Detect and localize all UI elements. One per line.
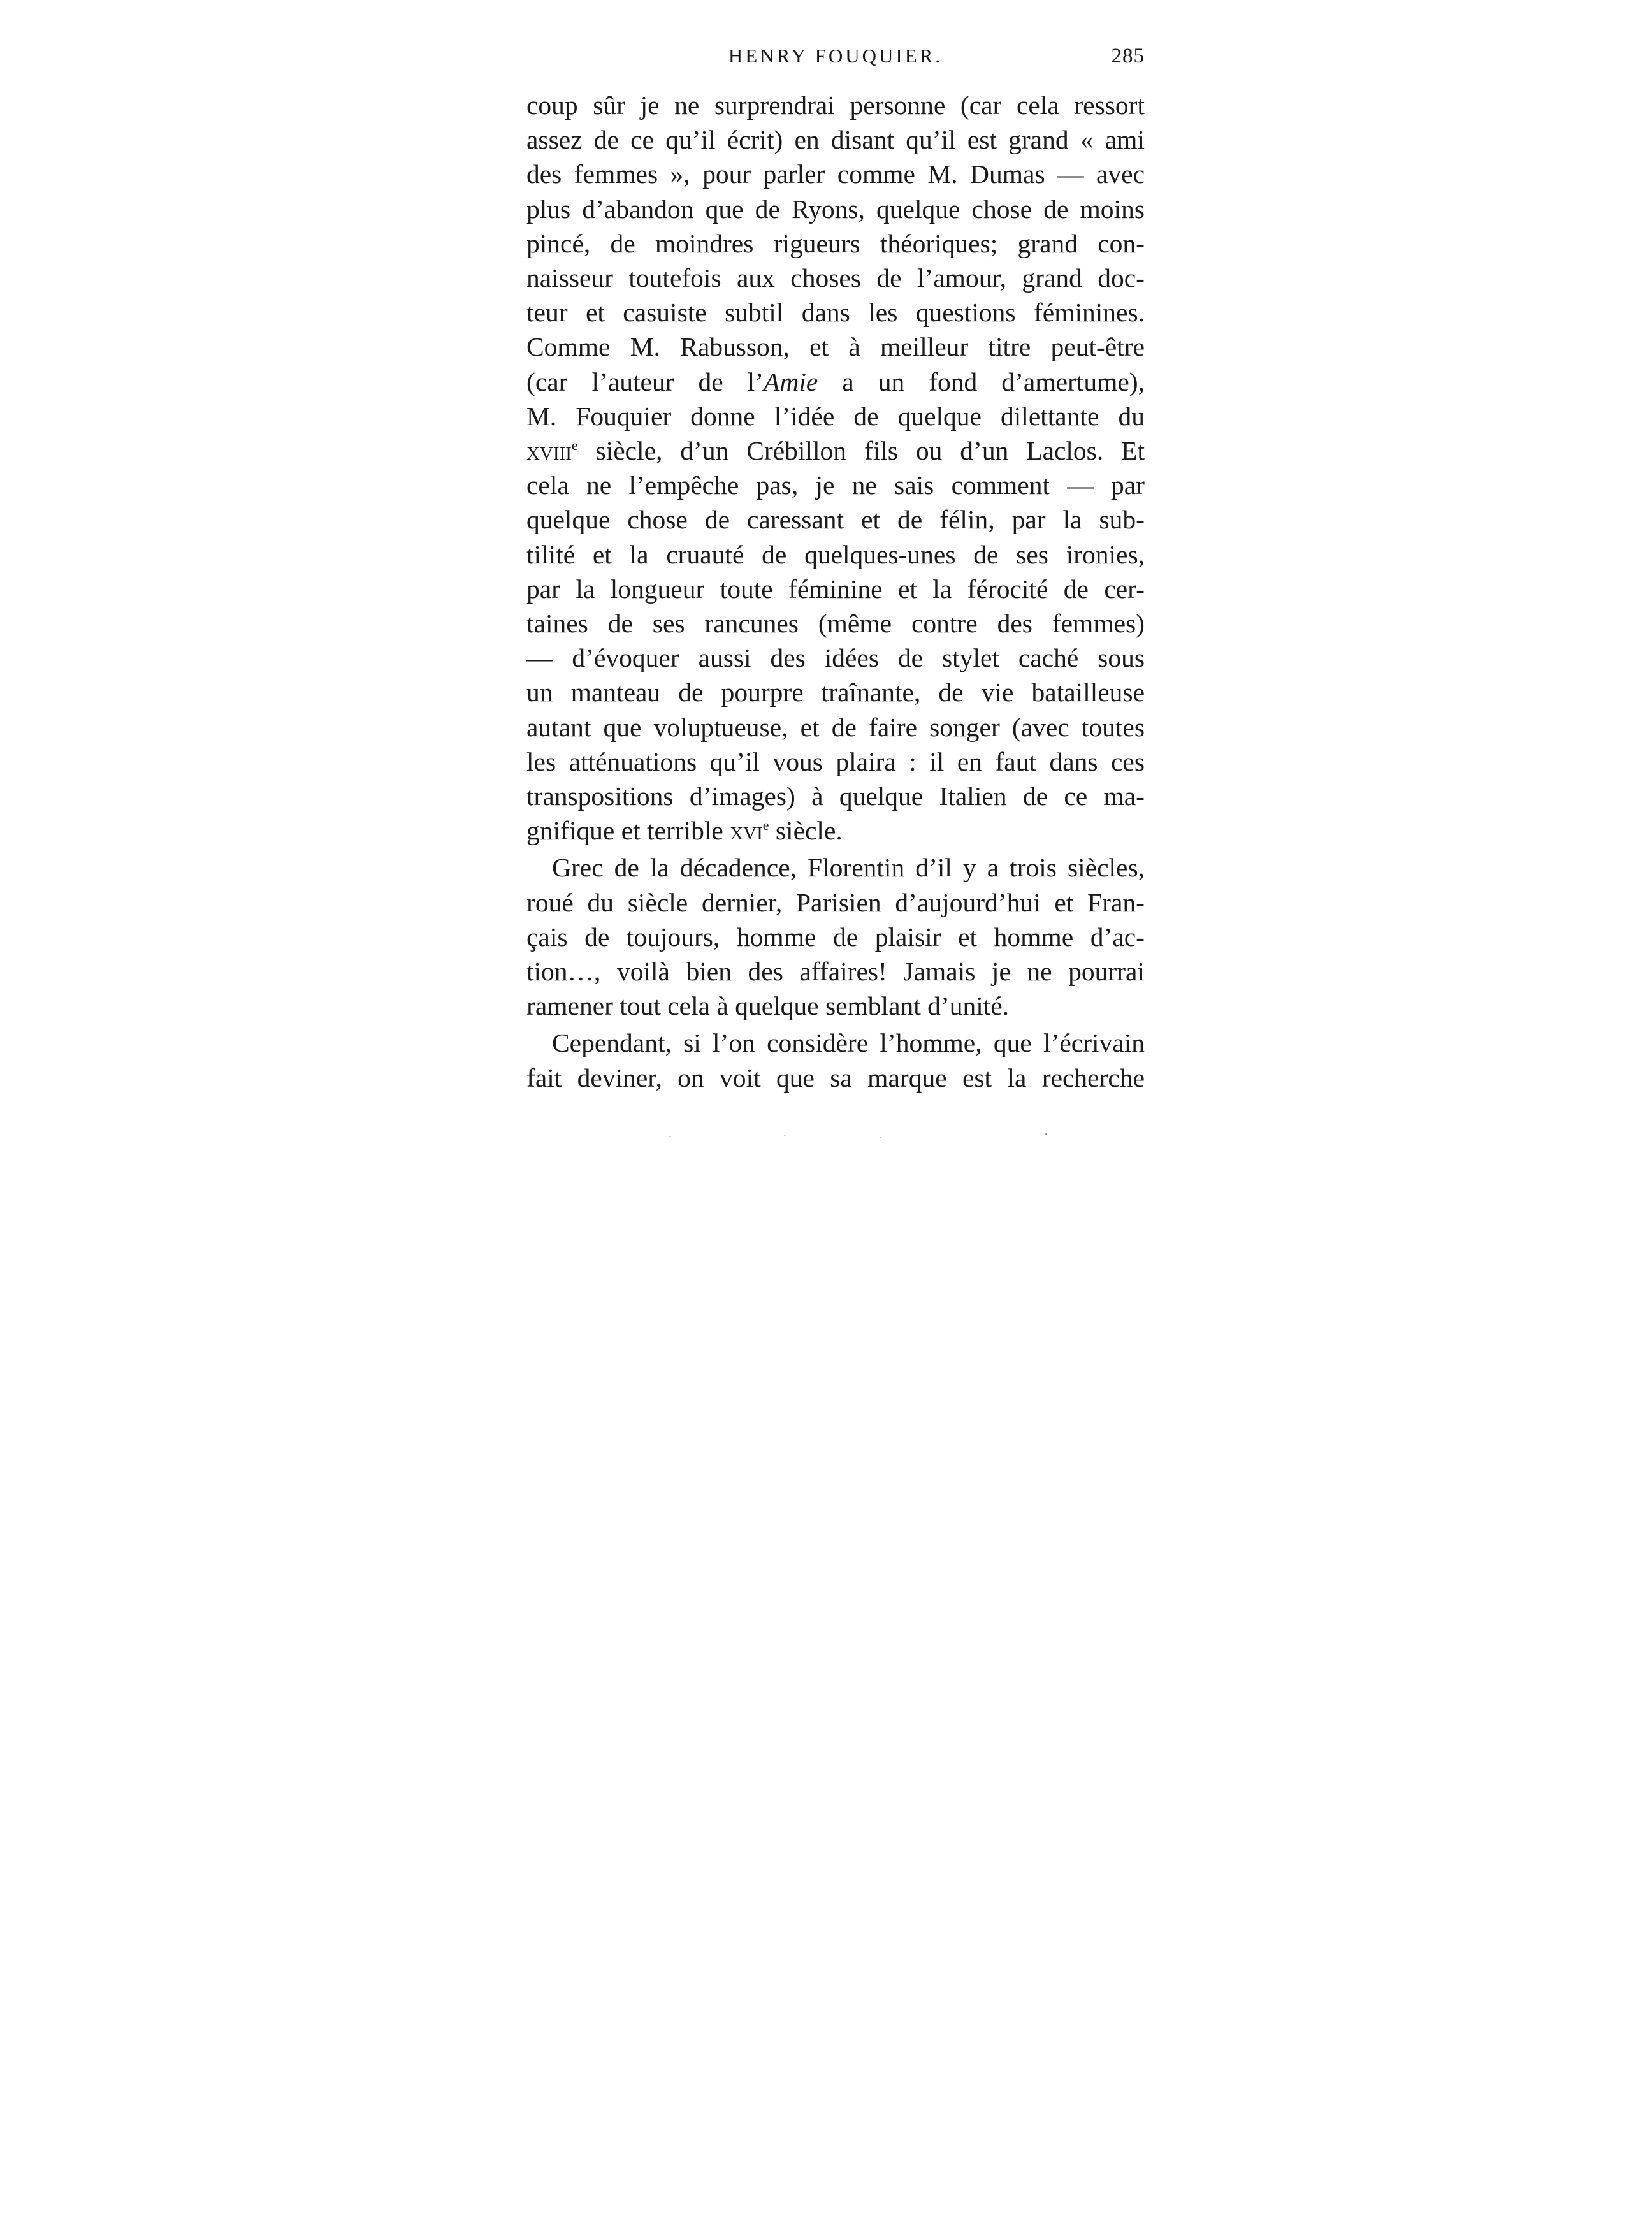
text-line: coup sûr je ne surprendrai personne (car cela ressort — [526, 91, 1145, 120]
body-text — [526, 88, 1145, 1098]
text-line: xviii$^e$ siècle, d’un Crébillon fils ou d’un Laclos. Et — [526, 436, 1145, 466]
scan-speck — [784, 1135, 786, 1136]
text-line: tilité et la cruauté de quelques-unes de ses ironies, — [526, 539, 1145, 569]
text-line: un manteau de pourpre traînante, de vie batailleuse — [526, 678, 1145, 708]
text-line: Comme M. Rabusson, et à meilleur titre peut-être — [526, 332, 1145, 362]
text-line: cela ne l’empêche pas, je ne sais comment — par — [526, 470, 1145, 500]
text-line: fait deviner, on voit que sa marque est la recherche — [526, 1063, 1145, 1093]
text-line: roué du siècle dernier, Parisien d’aujourd’hui et Fran- — [526, 887, 1145, 917]
paragraph-2 — [526, 850, 1145, 1023]
text-line: quelque chose de caressant et de félin, par la sub- — [526, 505, 1145, 535]
text-line: taines de ses rancunes (même contre des femmes) — [526, 609, 1145, 639]
text-line: plus d’abandon que de Ryons, quelque chose de moins — [526, 194, 1145, 224]
text-line: naisseur toutefois aux choses de l’amour, grand doc- — [526, 263, 1145, 293]
scan-speckles — [669, 1133, 1052, 1140]
scan-speck — [669, 1136, 671, 1137]
text-line: par la longueur toute féminine et la férocité de cer- — [526, 574, 1145, 604]
page-number: 285 — [1111, 45, 1145, 68]
text-line: tion…, voilà bien des affaires! Jamais je ne pourrai — [526, 957, 1145, 987]
text-line: autant que voluptueuse, et de faire songer (avec toutes — [526, 712, 1145, 742]
running-head — [526, 40, 1145, 84]
text-line: assez de ce qu’il écrit) en disant qu’il est grand « ami — [526, 125, 1145, 155]
text-line: (car l’auteur de l’Amie a un fond d’amertume), — [526, 367, 1145, 396]
text-line: ramener tout cela à quelque semblant d’unité. — [526, 991, 1010, 1021]
scan-speck — [1045, 1133, 1047, 1135]
paragraph-1 — [526, 88, 1145, 848]
text-line: transpositions d’images) à quelque Italien de ce ma- — [526, 781, 1145, 811]
text-line: çais de toujours, homme de plaisir et homme d’ac- — [526, 922, 1145, 952]
text-line: M. Fouquier donne l’idée de quelque dilettante du — [526, 401, 1145, 431]
text-line: Grec de la décadence, Florentin d’il y a trois siècles, — [552, 853, 1145, 883]
paragraph-3 — [526, 1026, 1145, 1094]
text-line: pincé, de moindres rigueurs théoriques; grand con- — [526, 228, 1145, 258]
text-line: gnifique et terrible xvi$^e$ siècle. — [526, 816, 843, 846]
text-line: Cependant, si l’on considère l’homme, que l’écrivain — [552, 1028, 1145, 1058]
text-line: les atténuations qu’il vous plaira : il en faut dans ces — [526, 746, 1145, 776]
text-line: teur et casuiste subtil dans les questions féminines. — [526, 298, 1145, 328]
text-line: — d’évoquer aussi des idées de stylet caché sous — [526, 643, 1145, 673]
running-title: HENRY FOUQUIER. — [728, 45, 943, 67]
scan-speck — [880, 1137, 881, 1138]
text-line: des femmes », pour parler comme M. Dumas — avec — [526, 159, 1145, 189]
